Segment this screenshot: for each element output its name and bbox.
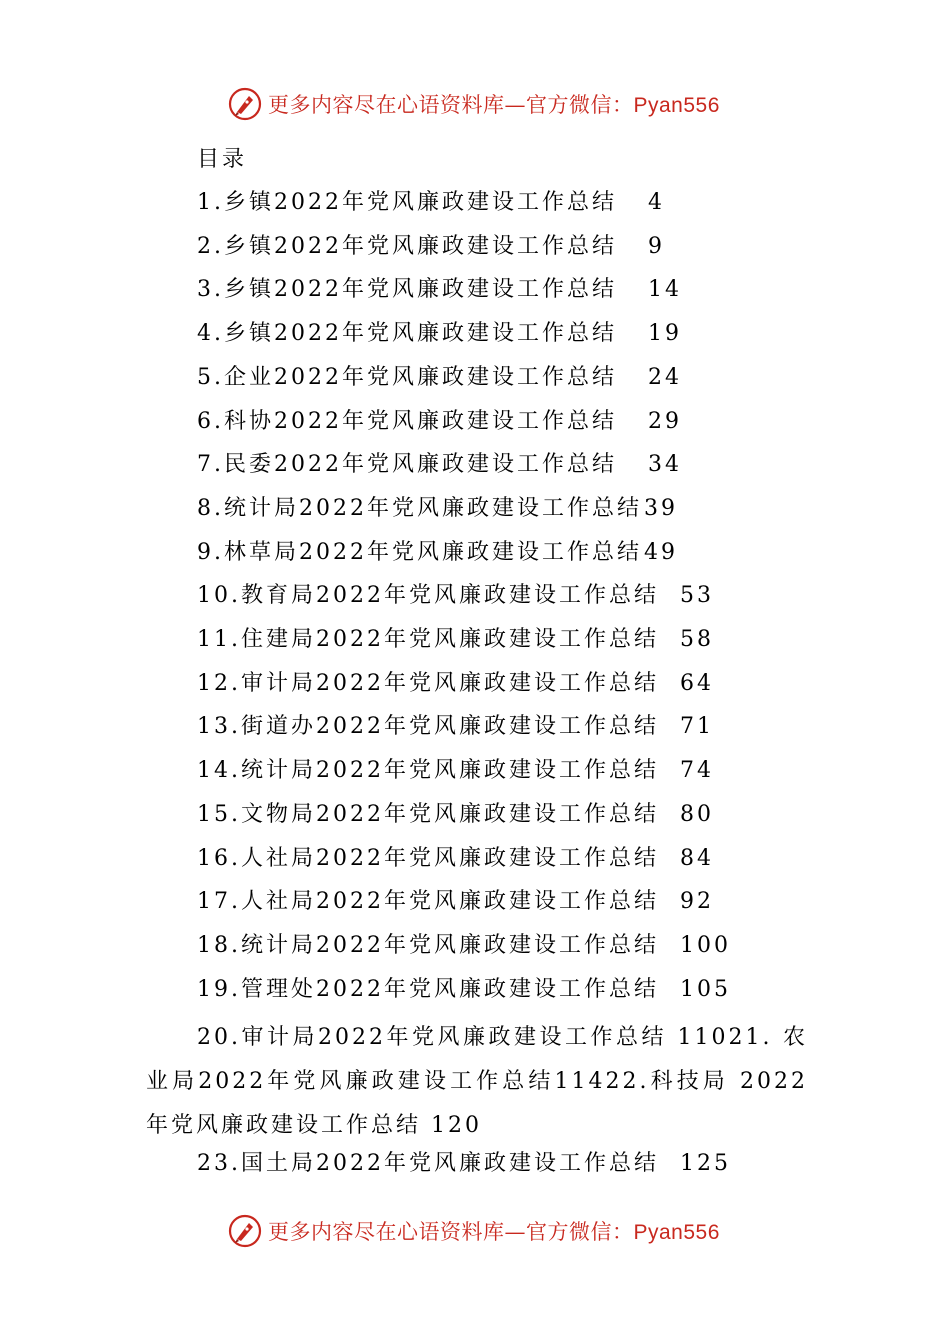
toc-entry-page: 14 bbox=[648, 277, 682, 303]
toc-entry-page: 84 bbox=[680, 845, 714, 871]
toc-entry[interactable] bbox=[197, 1148, 731, 1180]
toc-entry-label: 16.人社局2022年党风廉政建设工作总结 bbox=[197, 845, 659, 871]
toc-entry-label: 11.住建局2022年党风廉政建设工作总结 bbox=[197, 627, 659, 652]
toc-entry-label: 12.审计局2022年党风廉政建设工作总结 bbox=[197, 670, 659, 696]
toc-entry[interactable] bbox=[197, 974, 731, 1006]
toc-entry-label: 1.乡镇2022年党风廉政建设工作总结 bbox=[197, 190, 617, 215]
toc-entry[interactable] bbox=[197, 274, 682, 306]
toc-entry-label: 23.国土局2022年党风廉政建设工作总结 bbox=[197, 1151, 659, 1176]
toc-entry-label: 7.民委2022年党风廉政建设工作总结 bbox=[197, 452, 617, 478]
toc-entry-page: 4 bbox=[648, 190, 665, 215]
toc-entry[interactable] bbox=[197, 755, 714, 787]
toc-entry[interactable] bbox=[197, 624, 714, 656]
toc-entry-page: 71 bbox=[680, 714, 714, 740]
toc-entry[interactable] bbox=[197, 449, 682, 481]
toc-entry-page: 9 bbox=[648, 233, 665, 259]
toc-entry-page: 80 bbox=[680, 801, 714, 827]
toc-entry-label: 13.街道办2022年党风廉政建设工作总结 bbox=[197, 714, 659, 740]
toc-entry-page: 58 bbox=[680, 627, 714, 652]
toc-entry[interactable] bbox=[197, 537, 678, 569]
toc-entry-label: 5.企业2022年党风廉政建设工作总结 bbox=[197, 364, 617, 390]
toc-entry[interactable] bbox=[197, 711, 714, 743]
toc-entry-page: 74 bbox=[680, 758, 714, 784]
toc-entry[interactable] bbox=[197, 668, 714, 700]
toc-entry-page: 34 bbox=[648, 452, 682, 478]
toc-entry[interactable] bbox=[197, 318, 682, 350]
pen-nib-circle-icon bbox=[228, 1214, 262, 1248]
toc-entry-label: 14.统计局2022年党风廉政建设工作总结 bbox=[197, 758, 659, 784]
toc-entry-label: 19.管理处2022年党风廉政建设工作总结 bbox=[197, 976, 659, 1002]
toc-wrapped-entries: 20.审计局2022年党风廉政建设工作总结 11021. 农业局2022年党风廉政建设工作总结11422.科技局 2022 年党风廉政建设工作总结 120 bbox=[146, 1025, 808, 1138]
toc-entry[interactable] bbox=[197, 362, 682, 394]
toc-entry[interactable] bbox=[197, 231, 665, 263]
toc-entry[interactable] bbox=[197, 930, 731, 962]
toc-entry-page: 29 bbox=[648, 408, 682, 434]
toc-entry-label: 2.乡镇2022年党风廉政建设工作总结 bbox=[197, 233, 617, 259]
toc-entry-page: 100 bbox=[680, 932, 731, 958]
toc-entry-label: 4.乡镇2022年党风廉政建设工作总结 bbox=[197, 321, 617, 347]
banner-text: 更多内容尽在心语资料库—官方微信：Pyan556 bbox=[268, 93, 720, 117]
toc-title: 目录 bbox=[197, 147, 248, 172]
toc-entry[interactable] bbox=[197, 580, 714, 612]
toc-entry[interactable] bbox=[197, 187, 665, 219]
toc-entry-page: 24 bbox=[648, 364, 682, 390]
toc-entry-label: 3.乡镇2022年党风廉政建设工作总结 bbox=[197, 277, 617, 303]
toc-entry-page: 49 bbox=[643, 539, 678, 565]
toc-entry-label: 17.人社局2022年党风廉政建设工作总结 bbox=[197, 889, 659, 915]
toc-entry-label: 8.统计局2022年党风廉政建设工作总结 bbox=[197, 495, 642, 521]
toc-entry-page: 39 bbox=[643, 495, 678, 521]
toc-entry-label: 6.科协2022年党风廉政建设工作总结 bbox=[197, 408, 617, 434]
toc-entry-page: 19 bbox=[648, 321, 682, 347]
footer-banner bbox=[228, 1213, 748, 1249]
toc-entry-label: 10.教育局2022年党风廉政建设工作总结 bbox=[197, 583, 659, 609]
toc-entry-page: 92 bbox=[680, 889, 714, 915]
toc-entry-label: 18.统计局2022年党风廉政建设工作总结 bbox=[197, 932, 659, 958]
toc-entry-page: 64 bbox=[680, 670, 714, 696]
toc-entry[interactable] bbox=[197, 406, 682, 438]
toc-entry-page: 105 bbox=[680, 976, 731, 1002]
toc-entry[interactable] bbox=[197, 843, 714, 875]
toc-entry-page: 125 bbox=[680, 1151, 731, 1176]
toc-entry[interactable] bbox=[197, 799, 714, 831]
toc-entry[interactable] bbox=[197, 493, 678, 525]
wechat-id: Pyan556 bbox=[633, 1221, 720, 1244]
wechat-id: Pyan556 bbox=[633, 94, 720, 117]
banner-text: 更多内容尽在心语资料库—官方微信：Pyan556 bbox=[268, 1220, 720, 1244]
toc-entry-label: 15.文物局2022年党风廉政建设工作总结 bbox=[197, 801, 659, 827]
toc-entry[interactable] bbox=[197, 886, 714, 918]
toc-entry-page: 53 bbox=[680, 583, 714, 609]
toc-entry-label: 9.林草局2022年党风廉政建设工作总结 bbox=[197, 539, 642, 565]
